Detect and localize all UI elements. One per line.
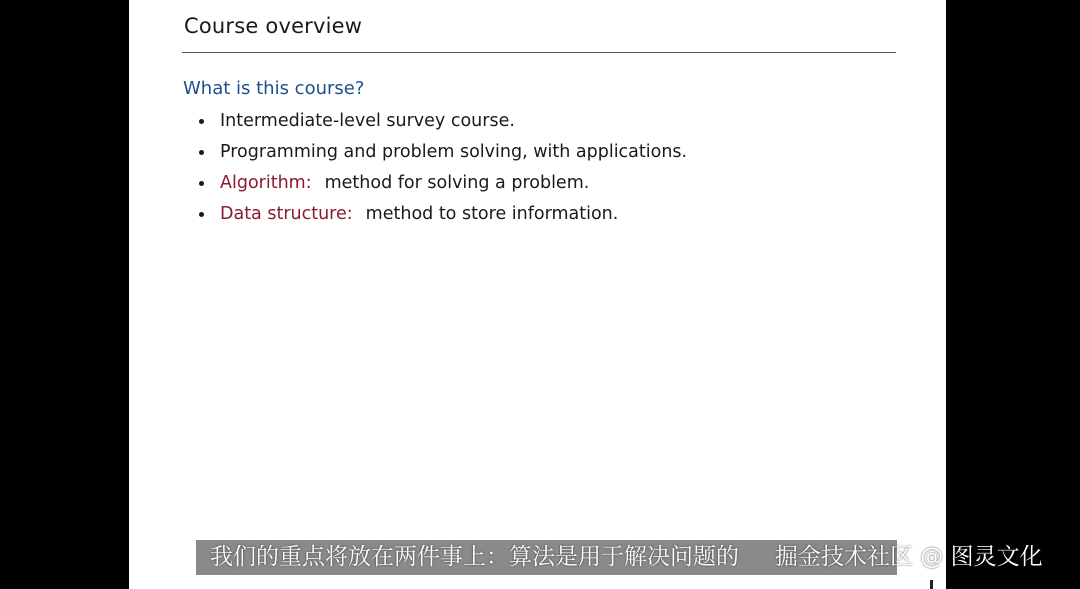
subtitle-caption: 我们的重点将放在两件事上：算法是用于解决问题的: [210, 544, 739, 570]
watermark: 掘金技术社区 @ 图灵文化: [775, 544, 1043, 570]
bullet-dot-icon: [199, 150, 204, 155]
bullet-item: [199, 108, 687, 139]
section-heading: What is this course?: [183, 78, 365, 99]
bullet-dot-icon: [199, 212, 204, 217]
bullet-item-data-structure: [199, 201, 687, 232]
term-data-structure: Data structure:: [220, 204, 353, 224]
slide: [129, 0, 946, 589]
bullet-dot-icon: [199, 181, 204, 186]
bullet-text: method to store information.: [365, 204, 619, 224]
term-algorithm: Algorithm:: [220, 173, 312, 193]
bullet-text: Programming and problem solving, with applications.: [220, 142, 688, 162]
bullet-item-algorithm: [199, 170, 687, 201]
corner-mark: [930, 580, 933, 589]
bullet-item: [199, 139, 687, 170]
bullet-list: [199, 108, 687, 232]
bullet-text: Intermediate-level survey course.: [220, 111, 515, 131]
slide-title: Course overview: [184, 14, 363, 38]
bullet-text: method for solving a problem.: [324, 173, 590, 193]
bullet-dot-icon: [199, 119, 204, 124]
title-divider: [182, 52, 896, 53]
